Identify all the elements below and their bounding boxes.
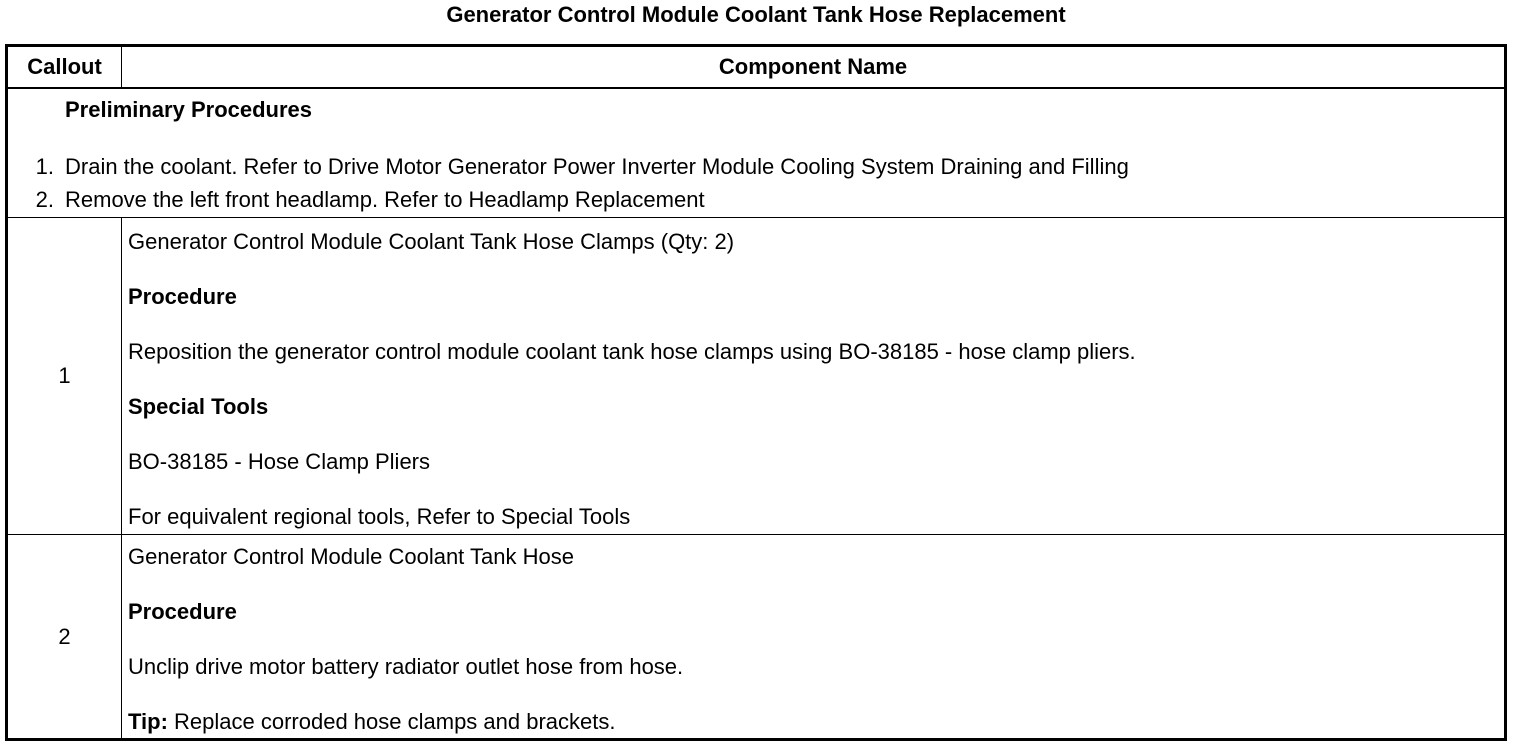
step-text: Drain the coolant. Refer to Drive Motor Generator Power Inverter Module Cooling System Draining and Filling [65, 154, 1129, 179]
callout-cell: 1 [7, 218, 122, 535]
equivalent-tools-note: For equivalent regional tools, Refer to Special Tools [128, 504, 631, 529]
procedure-text: Unclip drive motor battery radiator outlet hose from hose. [128, 654, 684, 679]
tip [128, 708, 1504, 736]
tip-label: Tip: [128, 709, 168, 734]
tip-text: Replace corroded hose clamps and brackets. [167, 709, 616, 734]
header-row [7, 46, 1506, 89]
preliminary-step [8, 183, 1504, 216]
step-number: 2. [35, 187, 54, 212]
step-number: 1. [35, 154, 54, 179]
special-tool: BO-38185 - Hose Clamp Pliers [128, 449, 431, 474]
table-row [7, 218, 1506, 535]
component-name-header: Component Name [122, 46, 1506, 89]
procedure-label: Procedure [128, 284, 237, 309]
callout-cell: 2 [7, 535, 122, 740]
procedure-text: Reposition the generator control module coolant tank hose clamps using BO-38185 - hose clamp pliers. [128, 339, 1136, 364]
procedure-label: Procedure [128, 599, 237, 624]
step-text: Remove the left front headlamp. Refer to Headlamp Replacement [65, 187, 705, 212]
component-cell [122, 218, 1506, 535]
component-table [5, 44, 1507, 741]
preliminary-heading: Preliminary Procedures [65, 97, 313, 122]
special-tools-label: Special Tools [128, 394, 269, 419]
callout-header: Callout [7, 46, 122, 89]
component-name: Generator Control Module Coolant Tank Hose Clamps (Qty: 2) [128, 229, 735, 254]
page-title: Generator Control Module Coolant Tank Hose Replacement [446, 2, 1066, 27]
preliminary-step [8, 150, 1504, 183]
component-name: Generator Control Module Coolant Tank Hose [128, 544, 574, 569]
component-cell [122, 535, 1506, 740]
preliminary-cell [7, 88, 1506, 218]
table-row [7, 535, 1506, 740]
preliminary-row [7, 88, 1506, 218]
